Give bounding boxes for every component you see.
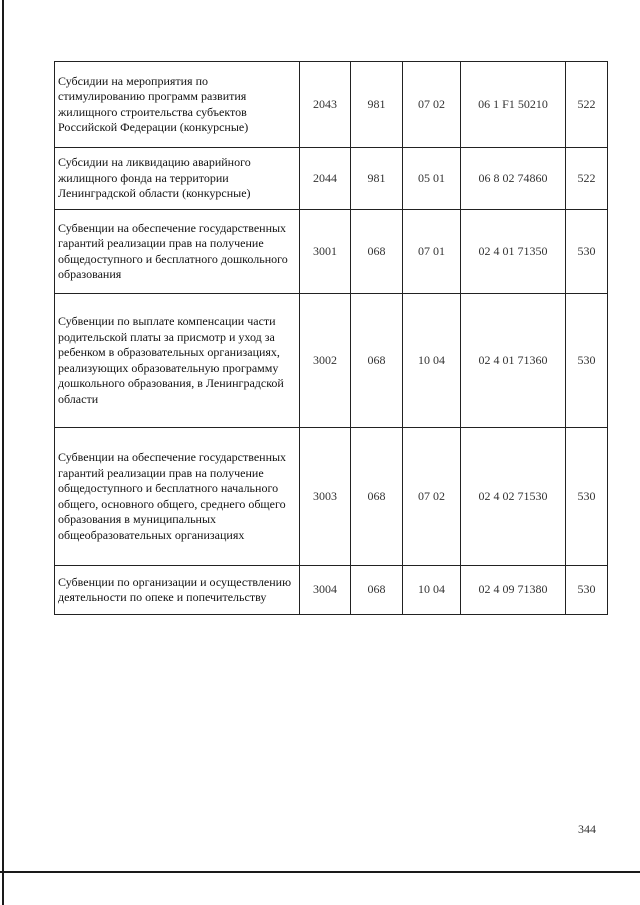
row-target-article: 02 4 09 71380 [461,566,566,615]
row-code: 3004 [300,566,351,615]
row-admin-code: 981 [351,148,403,210]
row-section: 05 01 [403,148,461,210]
row-name: Субвенции на обеспечение государственных гарантий реализации прав на получение общедоступного и бесплатного начального общего, основного общего, среднего общего образования в муниципальных общеобразовательных организациях [55,428,300,566]
row-name: Субвенции по выплате компенсации части родительской платы за присмотр и уход за ребенком в образовательных организациях, реализующих образовательную программу дошкольного образования, в Ленинградской области [55,294,300,428]
page-number: 344 [578,822,596,836]
row-name: Субвенции на обеспечение государственных гарантий реализации прав на получение общедоступного и бесплатного дошкольного образования [55,210,300,294]
row-target-article: 06 1 F1 50210 [461,62,566,148]
row-name: Субвенции по организации и осуществлению деятельности по опеке и попечительству [55,566,300,615]
table-row [55,428,608,566]
budget-table [54,61,608,615]
row-name: Субсидии на мероприятия по стимулированию программ развития жилищного строительства субъектов Российской Федерации (конкурсные) [55,62,300,148]
row-target-article: 02 4 02 71530 [461,428,566,566]
row-expense-type: 530 [566,210,608,294]
row-code: 2044 [300,148,351,210]
scan-bottom-edge [0,871,640,873]
row-section: 07 02 [403,62,461,148]
row-admin-code: 068 [351,294,403,428]
table-row [55,210,608,294]
row-admin-code: 068 [351,210,403,294]
row-expense-type: 522 [566,62,608,148]
row-target-article: 02 4 01 71350 [461,210,566,294]
row-code: 2043 [300,62,351,148]
row-section: 10 04 [403,566,461,615]
row-name: Субсидии на ликвидацию аварийного жилищного фонда на территории Ленинградской области (конкурсные) [55,148,300,210]
row-expense-type: 530 [566,294,608,428]
table-row [55,294,608,428]
scan-left-edge [2,0,4,905]
table-row [55,566,608,615]
row-expense-type: 522 [566,148,608,210]
row-expense-type: 530 [566,566,608,615]
row-expense-type: 530 [566,428,608,566]
table-row [55,62,608,148]
row-section: 10 04 [403,294,461,428]
row-section: 07 02 [403,428,461,566]
row-admin-code: 068 [351,566,403,615]
row-code: 3003 [300,428,351,566]
table-row [55,148,608,210]
row-code: 3001 [300,210,351,294]
row-target-article: 02 4 01 71360 [461,294,566,428]
row-section: 07 01 [403,210,461,294]
row-code: 3002 [300,294,351,428]
row-target-article: 06 8 02 74860 [461,148,566,210]
row-admin-code: 068 [351,428,403,566]
row-admin-code: 981 [351,62,403,148]
